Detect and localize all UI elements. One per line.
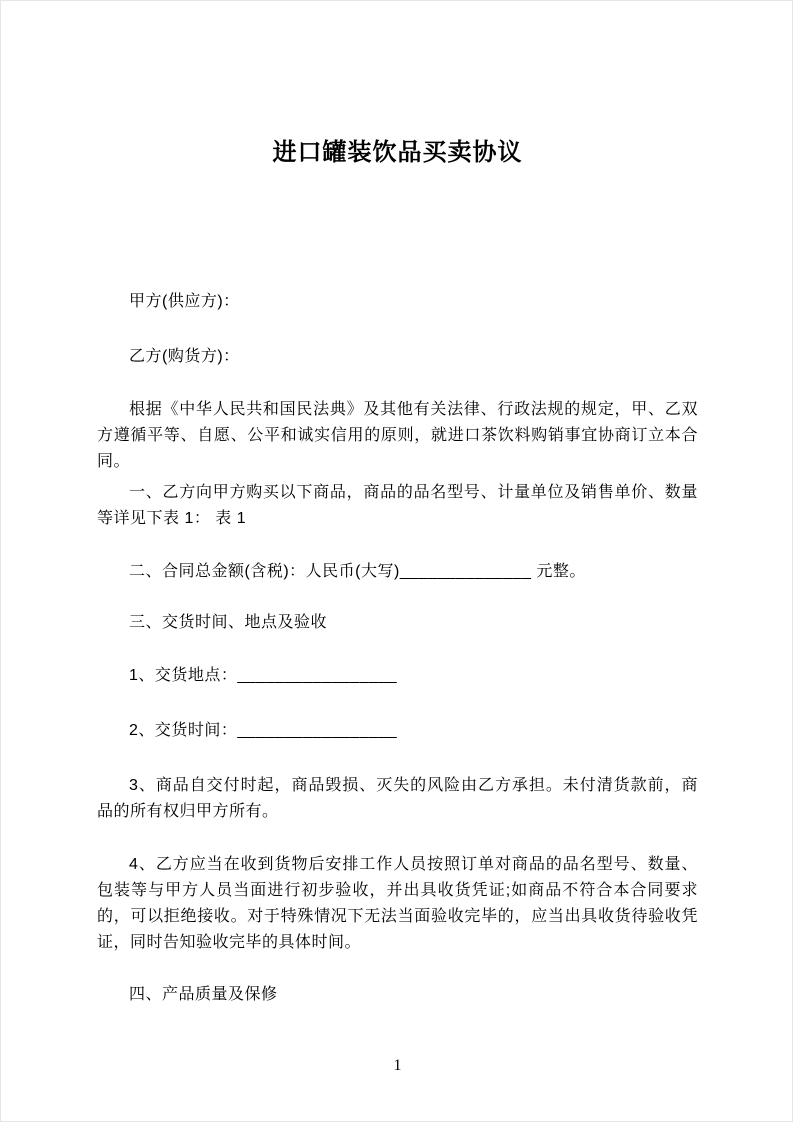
- clause-3-item-4-acceptance: 4、乙方应当在收到货物后安排工作人员按照订单对商品的品名型号、数量、包装等与甲方人员当面进行初步验收，并出具收货凭证;如商品不符合本合同要求的，可以拒绝接收。对于特殊情况下无法当面验收完毕的，应当出具收货待验收凭证，同时告知验收完毕的具体时间。: [97, 856, 698, 951]
- document-title: 进口罐装饮品买卖协议: [272, 139, 523, 166]
- page-number: 1: [393, 1057, 402, 1074]
- clause-3-item-3-risk: 3、商品自交付时起，商品毁损、灭失的风险由乙方承担。未付清货款前，商品的所有权归甲方所有。: [97, 777, 698, 820]
- preamble-paragraph: 根据《中华人民共和国民法典》及其他有关法律、行政法规的规定，甲、乙双方遵循平等、自愿、公平和诚实信用的原则，就进口茶饮料购销事宜协商订立本合同。: [97, 401, 698, 470]
- party-b-line: 乙方(购货方)：: [129, 348, 240, 365]
- delivery-time-blank-line: 2、交货时间：_________________: [129, 722, 398, 739]
- clause-3-heading: 三、交货时间、地点及验收: [129, 614, 328, 631]
- clause-4-heading: 四、产品质量及保修: [129, 986, 278, 1003]
- clause-1-goods-list: 一、乙方向甲方购买以下商品，商品的品名型号、计量单位及销售单价、数量等详见下表 1： 表 1: [97, 484, 698, 527]
- clause-2-total-amount: 二、合同总金额(含税)：人民币(大写)______________ 元整。: [129, 563, 586, 580]
- delivery-place-blank-line: 1、交货地点：_________________: [129, 667, 398, 684]
- party-a-line: 甲方(供应方)：: [129, 293, 240, 310]
